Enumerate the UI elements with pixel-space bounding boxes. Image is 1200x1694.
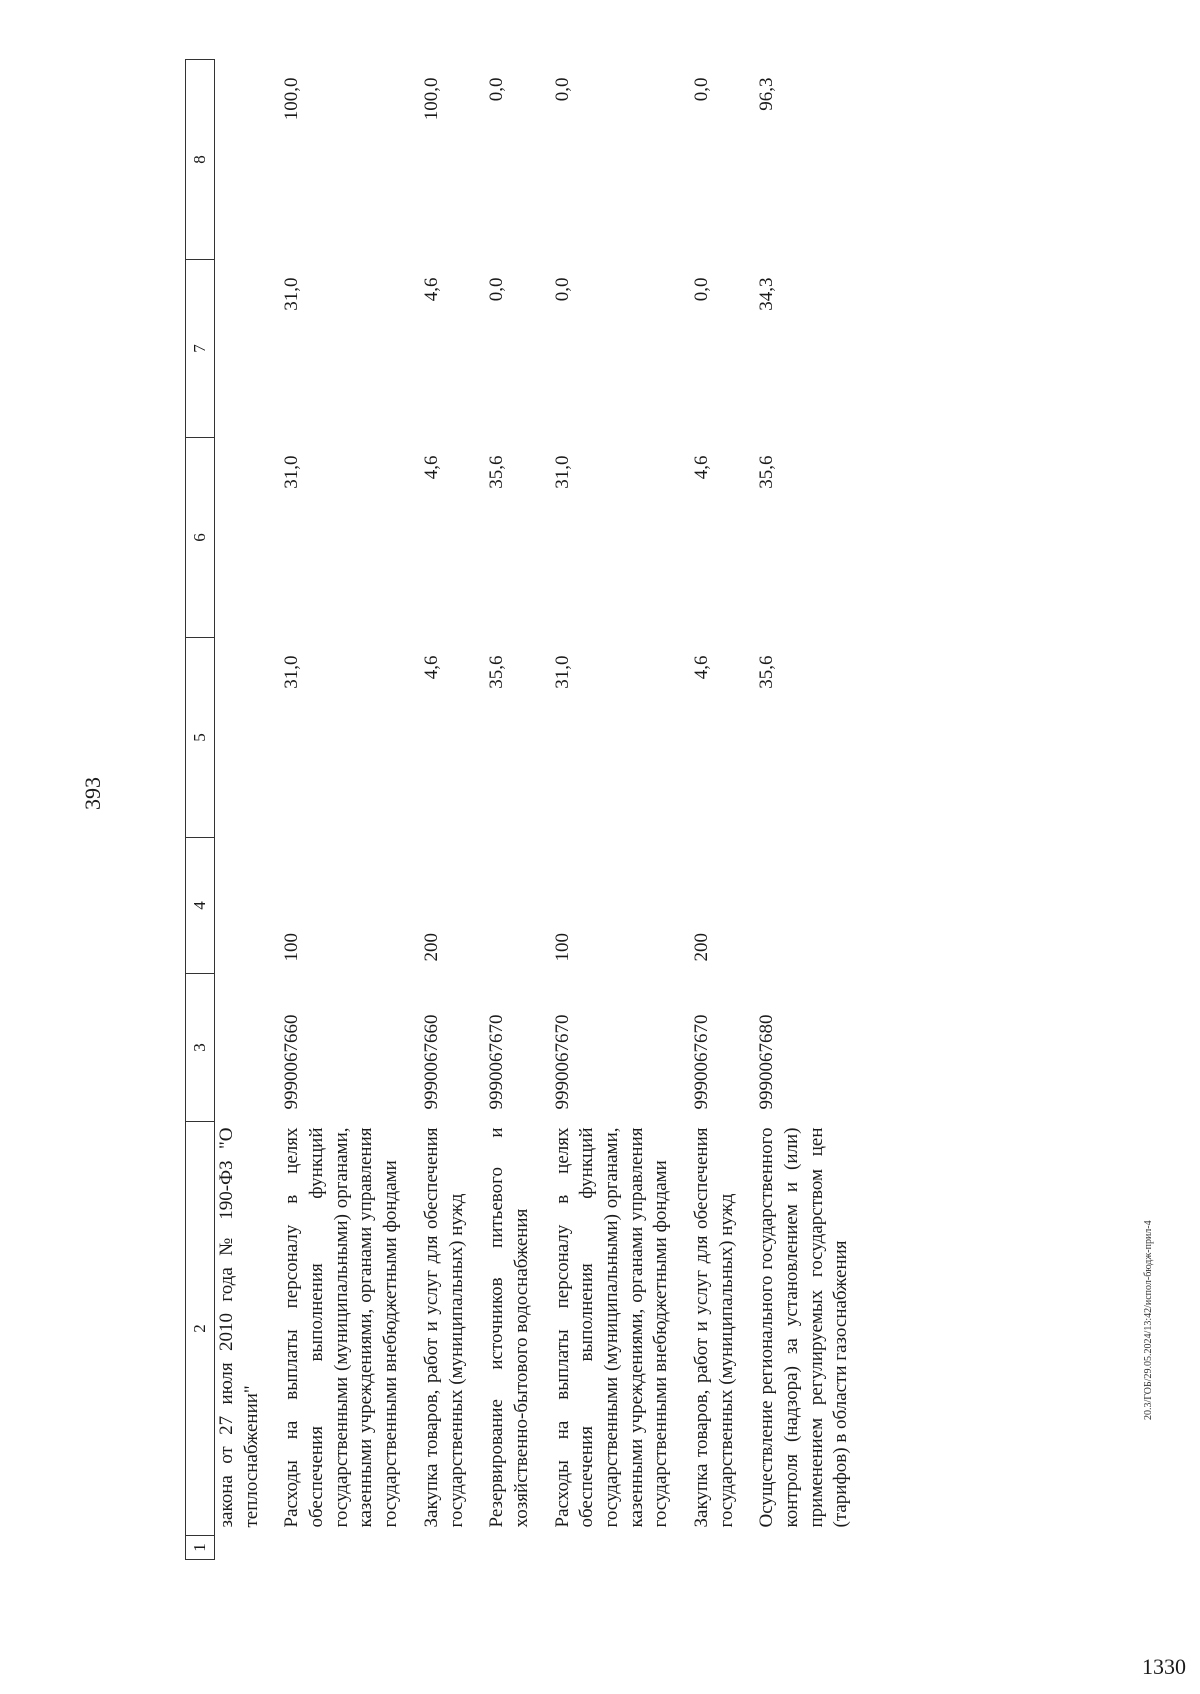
row-value-7: 0,0 xyxy=(486,277,508,302)
row-value-5: 4,6 xyxy=(691,655,712,680)
document-code: 20.3/ГОБ/29.05.2024/13:42/испол-бюдж-прил-4 xyxy=(1143,1220,1154,1420)
row-description: Осуществление регионального государственного контроля (надзора) за установлением и (или) применением регулируемых государством цен (тарифов) в области газоснабжения xyxy=(756,1127,852,1528)
row-value-6 xyxy=(215,438,281,638)
row-type: 100 xyxy=(281,933,303,962)
row-value-5: 31,0 xyxy=(281,655,303,689)
row-type: 100 xyxy=(551,933,573,962)
row-description: Закупка товаров, работ и услуг для обеспечения государственных (муниципальных) нужд xyxy=(691,1127,737,1528)
row-value-7: 34,3 xyxy=(756,277,778,311)
row-description: закона от 27 июля 2010 года № 190-ФЗ "О теплоснабжении" xyxy=(216,1127,262,1528)
row-value-8: 0,0 xyxy=(691,77,712,102)
row-value-7: 4,6 xyxy=(420,277,442,302)
header-col-7: 7 xyxy=(186,260,215,438)
row-code: 9990067680 xyxy=(756,1014,778,1110)
row-code: 9990067660 xyxy=(281,1014,303,1110)
row-code: 9990067670 xyxy=(691,1014,712,1110)
header-row xyxy=(186,60,215,1560)
row-value-6: 35,6 xyxy=(756,455,778,489)
header-col-1: 1 xyxy=(186,1536,215,1560)
row-value-5: 35,6 xyxy=(756,655,778,689)
row-value-8: 0,0 xyxy=(551,77,573,102)
row-value-6: 31,0 xyxy=(281,455,303,489)
header-col-3: 3 xyxy=(186,974,215,1122)
header-col-2: 2 xyxy=(186,1122,215,1536)
page-number-bottom: 1330 xyxy=(1142,1654,1186,1679)
row-value-7: 0,0 xyxy=(691,277,712,302)
row-value-7 xyxy=(215,260,281,438)
page-number-top: 393 xyxy=(80,777,105,810)
table-row xyxy=(551,60,690,1560)
table-row xyxy=(215,60,281,1560)
row-value-5: 31,0 xyxy=(551,655,573,689)
table-row xyxy=(485,60,550,1560)
row-value-8: 0,0 xyxy=(486,77,508,102)
header-col-5: 5 xyxy=(186,638,215,838)
budget-table-rotated xyxy=(185,60,1085,1560)
row-value-8: 96,3 xyxy=(756,77,778,111)
row-value-7: 31,0 xyxy=(281,277,303,311)
row-value-6: 4,6 xyxy=(691,455,712,480)
table-row xyxy=(420,60,485,1560)
table-row xyxy=(755,60,870,1560)
row-description: Закупка товаров, работ и услуг для обеспечения государственных (муниципальных) нужд xyxy=(420,1127,467,1528)
row-value-5: 4,6 xyxy=(420,655,442,680)
row-code: 9990067670 xyxy=(486,1014,508,1110)
row-type xyxy=(485,838,550,974)
table-row xyxy=(280,60,419,1560)
row-value-8: 100,0 xyxy=(420,77,442,121)
row-code xyxy=(215,974,281,1122)
row-type xyxy=(215,838,281,974)
row-value-5 xyxy=(215,638,281,838)
row-value-6: 35,6 xyxy=(486,455,508,489)
row-value-7: 0,0 xyxy=(551,277,573,302)
row-code: 9990067660 xyxy=(420,1014,442,1110)
row-value-8: 100,0 xyxy=(281,77,303,121)
row-value-8 xyxy=(215,60,281,260)
table-row xyxy=(690,60,755,1560)
row-value-5: 35,6 xyxy=(486,655,508,689)
row-type: 200 xyxy=(691,933,712,962)
budget-table xyxy=(185,59,870,1560)
row-description: Расходы на выплаты персоналу в целях обеспечения выполнения функций государственными (муниципальными) органами, казенными учреждениями, органами управления государственными внебюджетными фондами xyxy=(551,1127,672,1528)
row-code: 9990067670 xyxy=(551,1014,573,1110)
row-type: 200 xyxy=(420,933,442,962)
row-value-6: 4,6 xyxy=(420,455,442,480)
row-description: Расходы на выплаты персоналу в целях обеспечения выполнения функций государственными (муниципальными) органами, казенными учреждениями, органами управления государственными внебюджетными фондами xyxy=(281,1127,402,1528)
row-type xyxy=(755,838,870,974)
row-value-6: 31,0 xyxy=(551,455,573,489)
header-col-6: 6 xyxy=(186,438,215,638)
header-col-4: 4 xyxy=(186,838,215,974)
row-description: Резервирование источников питьевого и хозяйственно-бытового водоснабжения xyxy=(486,1127,532,1528)
header-col-8: 8 xyxy=(186,60,215,260)
